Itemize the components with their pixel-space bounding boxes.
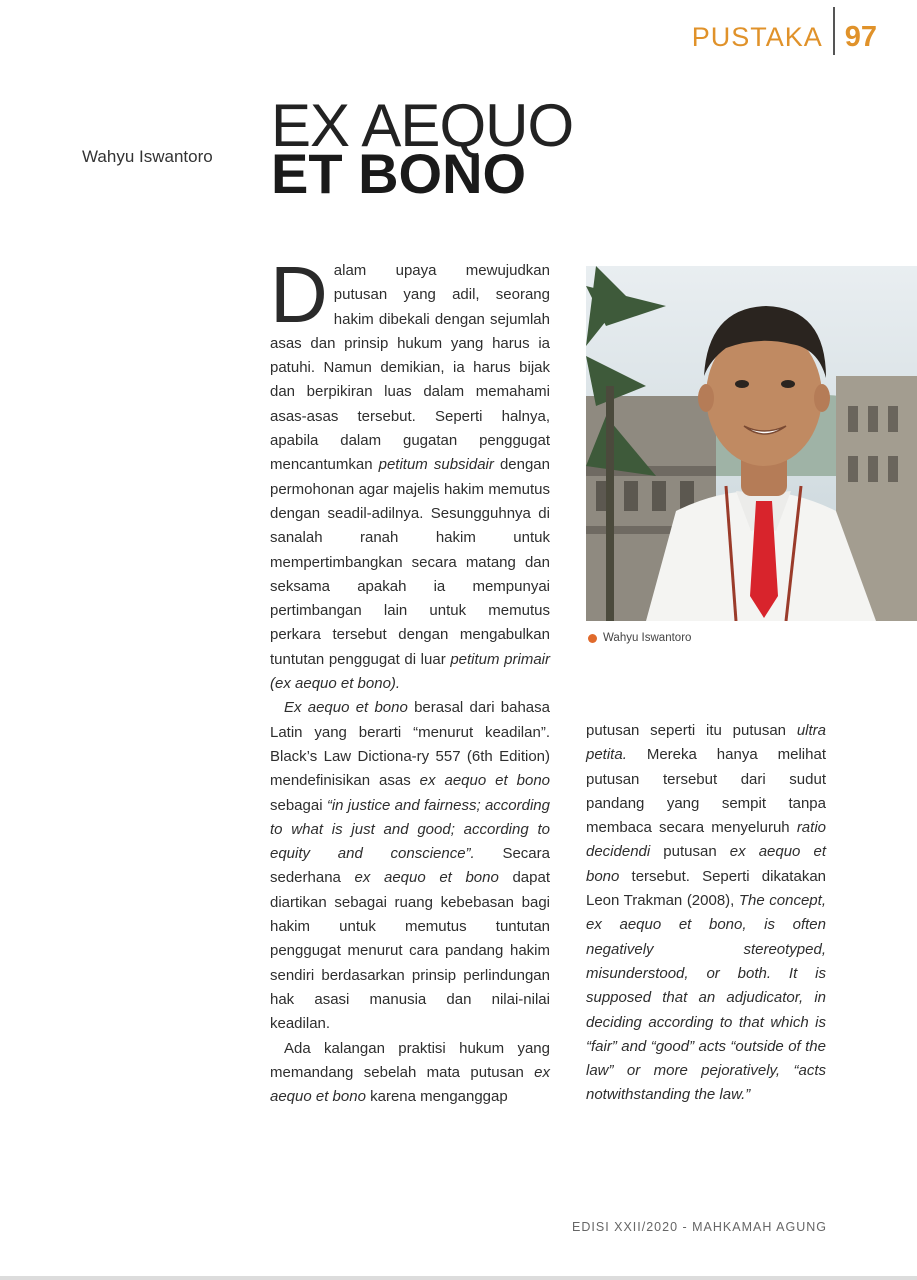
page-footer: EDISI XXII/2020 - MAHKAMAH AGUNG <box>572 1220 827 1234</box>
italic-text: ex aequo et bono <box>586 843 826 885</box>
page-bottom-edge <box>0 1276 917 1280</box>
author-name: Wahyu Iswantoro <box>82 147 213 166</box>
text-run: Secara sederhana <box>270 845 550 887</box>
title-line-1: EX AEQUO <box>271 92 574 159</box>
italic-text: “in justice and fairness; according to what is just and good; according to equity and conscience”. <box>270 796 550 863</box>
paragraph-3 <box>270 1037 550 1110</box>
italic-text: ex aequo et bono <box>354 869 499 887</box>
italic-text: ex aequo et bono <box>419 772 550 790</box>
text-run: Mereka hanya melihat putusan tersebut dari sudut pandang yang sempit tanpa membaca secara menyeluruh <box>586 746 826 837</box>
italic-text: petitum subsidair <box>378 456 494 474</box>
paragraph-4 <box>586 719 826 1108</box>
text-run: sebagai <box>270 796 327 814</box>
author-photo <box>586 266 917 621</box>
text-run: putusan seperti itu putusan <box>586 722 797 739</box>
text-run: dapat diartikan sebagai ruang kebebasan bagi hakim untuk memutus tuntutan penggugat menurut cara pandang hakim sendiri berdasarkan prinsip perlindungan hak asasi manusia dan nilai-nilai keadilan. <box>270 869 550 1033</box>
text-run: putusan <box>650 843 730 861</box>
text-run: tersebut. Seperti dikatakan Leon Trakman (2008), <box>586 867 826 910</box>
header-divider <box>833 7 835 55</box>
italic-text: The concept, ex aequo et bono, is often negatively stereotyped, misunderstood, or both. It is supposed that an adjudicator, in deciding according to that which is “fair” and “good” acts “outside of the law” or more pejoratively, “acts notwithstanding the law.” <box>586 892 826 1104</box>
text-run: alam upaya mewujudkan putusan yang adil, seorang hakim dibekali dengan sejumlah asas dan prinsip hukum yang harus ia patuhi. Namun demikian, ia harus bijak dan berpikiran luas dalam memahami asas-asas tersebut. Seperti halnya, apabila dalam gugatan penggugat mencantumkan <box>270 262 550 474</box>
title-line-2: ET BONO <box>271 142 527 205</box>
text-run: karena menganggap <box>365 1088 508 1106</box>
italic-text: Ex aequo et bono <box>284 699 408 717</box>
section-label: PUSTAKA <box>691 21 823 52</box>
paragraph-1 <box>270 250 550 696</box>
caption-bullet-icon <box>588 634 597 643</box>
text-run: berasal dari bahasa Latin yang berarti “menurut keadilan”. Black’s Law Dictiona-ry 557 (6th Edition) mendefinisikan asas <box>270 699 550 790</box>
page-number: 97 <box>844 20 877 53</box>
page-header <box>692 18 877 56</box>
italic-text: ultra petita. <box>586 722 826 764</box>
article-column-2 <box>586 719 826 1108</box>
author-photo-illustration <box>586 266 917 621</box>
text-run: dengan permohonan agar majelis hakim memutus dengan seadil-adilnya. Sesungguhnya di sanalah ranah hakim untuk mempertimbangkan secara matang dan seksama apakah ia mempunyai pertimbangan lain untuk memutus perkara tersebut dengan mengabulkan tuntutan penggugat di luar <box>270 456 550 668</box>
photo-caption <box>588 632 691 644</box>
photo-caption-text: Wahyu Iswantoro <box>603 632 692 644</box>
italic-text: petitum primair (ex aequo et bono). <box>270 650 550 693</box>
italic-text: ratio decidendi <box>586 819 826 861</box>
italic-text: ex aequo et bono <box>270 1063 550 1106</box>
paragraph-2 <box>270 696 550 1036</box>
text-run: Ada kalangan praktisi hukum yang memandang sebelah mata putusan <box>270 1039 550 1081</box>
drop-cap: D <box>270 250 328 339</box>
article-column-1 <box>270 250 550 1109</box>
